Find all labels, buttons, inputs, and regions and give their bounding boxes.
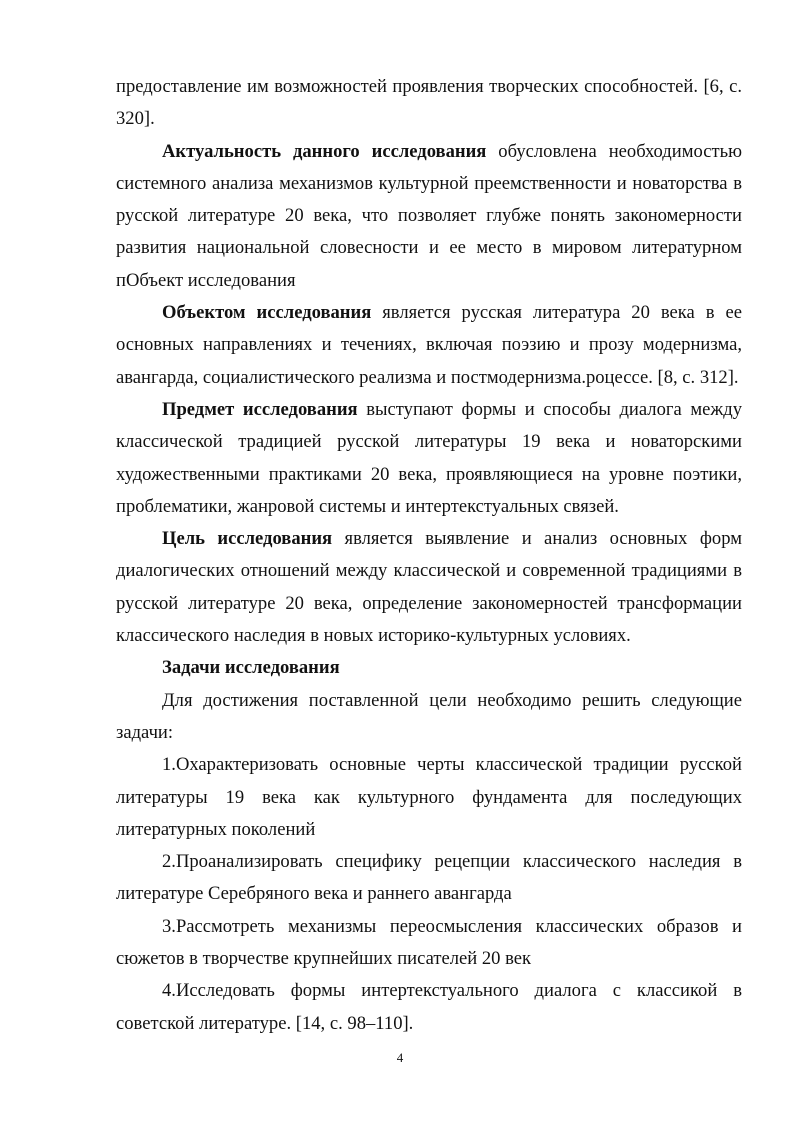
task-item-1: 1.Охарактеризовать основные черты классической традиции русской литературы 19 века как культурного фундамента для последующих литературных поколений (116, 754, 742, 840)
paragraph-relevance (116, 136, 742, 297)
task-item-3: 3.Рассмотреть механизмы переосмысления классических образов и сюжетов в творчестве крупнейших писателей 20 век (116, 915, 742, 970)
goal-heading: Цель исследования (162, 528, 333, 550)
paragraph-object (116, 297, 742, 394)
object-text: является русская литература 20 века в ее основных направлениях и течениях, включая поэзию и прозу модернизма, авангарда, социалистического реализма и постмодернизма.роцессе. [8, с. 312]. (116, 302, 742, 388)
tasks-heading: Задачи исследования (162, 657, 340, 679)
object-heading: Объектом исследования (162, 302, 372, 324)
relevance-heading: Актуальность данного исследования (162, 140, 487, 162)
relevance-text: обусловлена необходимостью системного анализа механизмов культурной преемственности и новаторства в русской литературе 20 века, что позволяет глубже понять закономерности развития национальной словесности и ее место в мировом литературном пОбъект исследования (116, 140, 742, 291)
task-item-2: 2.Проанализировать специфику рецепции классического наследия в литературе Серебряного века и раннего авангарда (116, 851, 742, 905)
tasks-intro: Для достижения поставленной цели необходимо решить следующие задачи: (116, 689, 742, 743)
page-body (116, 71, 742, 1040)
subject-text: выступают формы и способы диалога между классической традицией русской литературы 19 века и новаторскими художественными практиками 20 века, проявляющиеся на уровне поэтики, проблематики, жанровой системы и интертекстуальных связей. (116, 398, 742, 517)
paragraph-continuation: предоставление им возможностей проявления творческих способностей. [6, с. 320]. (116, 76, 742, 130)
task-item-4: 4.Исследовать формы интертекстуального диалога с классикой в советской литературе. [14, с. 98–110]. (116, 980, 742, 1034)
page-number: 4 (396, 1050, 404, 1065)
subject-heading: Предмет исследования (162, 398, 358, 420)
paragraph-subject (116, 394, 742, 523)
goal-text: является выявление и анализ основных форм диалогических отношений между классической и современной традициями в русской литературе 20 века, определение закономерностей трансформации классического наследия в новых историко-культурных условиях. (116, 528, 742, 647)
paragraph-goal (116, 523, 742, 652)
